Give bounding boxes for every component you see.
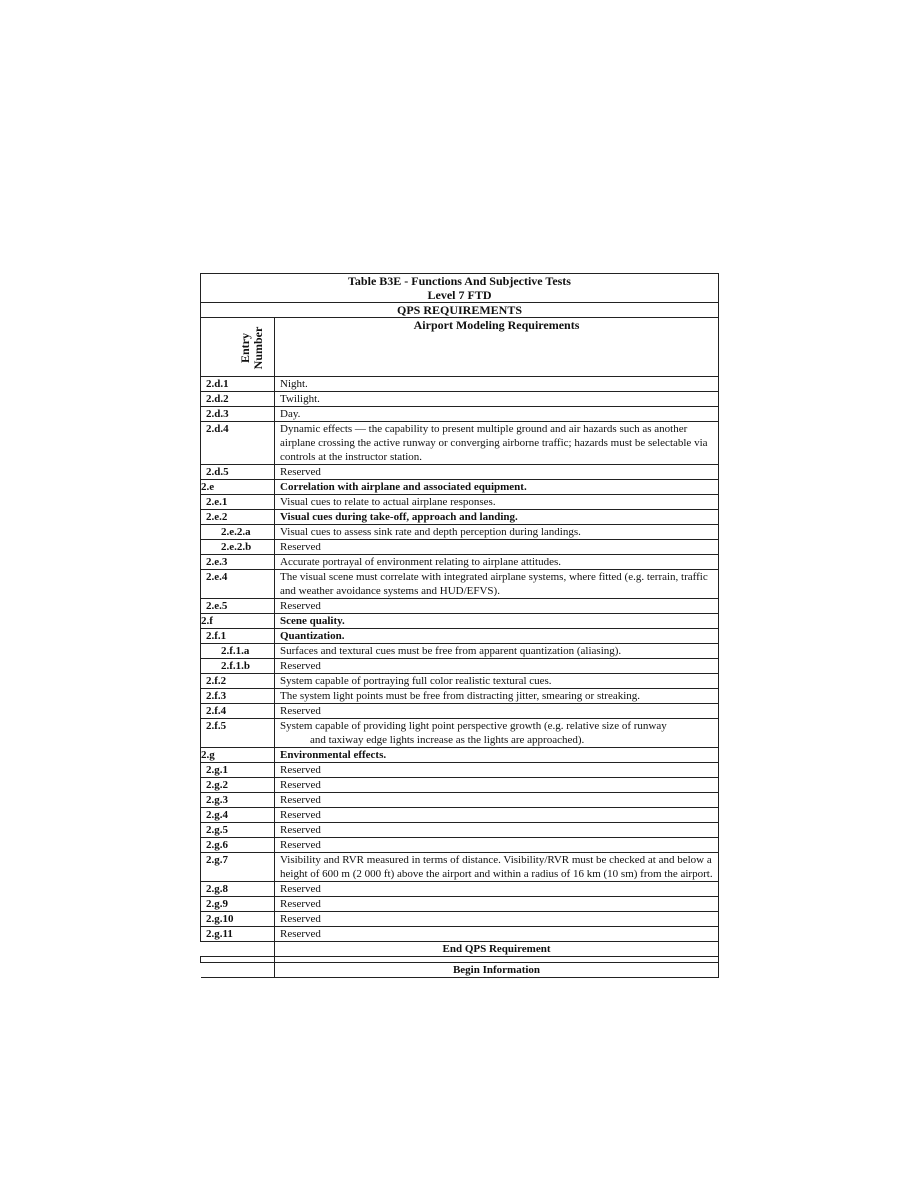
entry-number: 2.g.11 — [201, 927, 275, 942]
requirement-text: Reserved — [275, 659, 719, 674]
table-row — [201, 465, 719, 480]
table-row — [201, 704, 719, 719]
requirement-text — [275, 719, 719, 748]
end-qps-row — [201, 942, 719, 957]
table-row — [201, 689, 719, 704]
table-row — [201, 407, 719, 422]
blank-cell — [201, 942, 275, 957]
entry-number: 2.d.5 — [201, 465, 275, 480]
requirement-text: Reserved — [275, 704, 719, 719]
end-qps-label: End QPS Requirement — [275, 942, 719, 957]
requirement-text: Reserved — [275, 927, 719, 942]
entry-number: 2.g.1 — [201, 763, 275, 778]
table-row — [201, 377, 719, 392]
title-row — [201, 274, 719, 303]
table-row — [201, 882, 719, 897]
table-row — [201, 927, 719, 942]
requirement-text: Twilight. — [275, 392, 719, 407]
table-row — [201, 778, 719, 793]
table-row — [201, 748, 719, 763]
requirement-text: Reserved — [275, 838, 719, 853]
table-row — [201, 853, 719, 882]
entry-header-line1: Entry — [238, 333, 252, 363]
begin-info-row — [201, 963, 719, 978]
requirement-text-line2: and taxiway edge lights increase as the lights are approached). — [310, 734, 585, 746]
requirement-text: Reserved — [275, 808, 719, 823]
entry-number: 2.g — [201, 748, 275, 763]
table-row — [201, 570, 719, 599]
table-row — [201, 897, 719, 912]
requirement-text: Visual cues to relate to actual airplane responses. — [275, 495, 719, 510]
entry-number-header — [201, 318, 275, 377]
entry-header-line2: Number — [251, 326, 265, 370]
entry-number: 2.e.2.b — [201, 540, 275, 555]
table-row — [201, 555, 719, 570]
qps-header: QPS REQUIREMENTS — [201, 303, 719, 318]
requirement-text: Day. — [275, 407, 719, 422]
table-row — [201, 540, 719, 555]
entry-number: 2.d.4 — [201, 422, 275, 465]
requirement-text: Scene quality. — [275, 614, 719, 629]
entry-number: 2.f — [201, 614, 275, 629]
requirements-document — [200, 273, 718, 978]
requirement-text: Reserved — [275, 599, 719, 614]
entry-number: 2.d.3 — [201, 407, 275, 422]
entry-number: 2.e.4 — [201, 570, 275, 599]
entry-number: 2.e.2.a — [201, 525, 275, 540]
table-row — [201, 912, 719, 927]
table-row — [201, 838, 719, 853]
requirement-text-line1: System capable of providing light point perspective growth (e.g. relative size of runway — [280, 720, 667, 732]
requirement-text: Night. — [275, 377, 719, 392]
entry-number: 2.g.10 — [201, 912, 275, 927]
entry-number: 2.e.3 — [201, 555, 275, 570]
requirement-text: Reserved — [275, 793, 719, 808]
requirement-text: Reserved — [275, 897, 719, 912]
entry-number: 2.e.1 — [201, 495, 275, 510]
requirement-text: The system light points must be free from distracting jitter, smearing or streaking. — [275, 689, 719, 704]
entry-number: 2.d.1 — [201, 377, 275, 392]
requirement-text: Reserved — [275, 912, 719, 927]
requirement-text: Dynamic effects — the capability to present multiple ground and air hazards such as another airplane crossing the active runway or converging airborne traffic; hazards must be selectable via controls at the instructor station. — [275, 422, 719, 465]
entry-number: 2.f.4 — [201, 704, 275, 719]
requirements-table — [200, 273, 719, 978]
requirement-text: System capable of portraying full color realistic textural cues. — [275, 674, 719, 689]
entry-number: 2.g.9 — [201, 897, 275, 912]
entry-number: 2.g.6 — [201, 838, 275, 853]
entry-number: 2.g.7 — [201, 853, 275, 882]
table-row — [201, 719, 719, 748]
table-row — [201, 763, 719, 778]
entry-number: 2.e.5 — [201, 599, 275, 614]
table-row — [201, 808, 719, 823]
table-row — [201, 659, 719, 674]
entry-number: 2.f.2 — [201, 674, 275, 689]
entry-number: 2.d.2 — [201, 392, 275, 407]
table-row — [201, 510, 719, 525]
entry-number: 2.g.2 — [201, 778, 275, 793]
table-row — [201, 823, 719, 838]
entry-number: 2.f.3 — [201, 689, 275, 704]
requirement-text: Visual cues during take-off, approach and landing. — [275, 510, 719, 525]
table-row — [201, 674, 719, 689]
entry-number: 2.g.3 — [201, 793, 275, 808]
begin-info-label: Begin Information — [275, 963, 719, 978]
requirement-text: Reserved — [275, 882, 719, 897]
requirement-text: Reserved — [275, 778, 719, 793]
entry-number: 2.g.4 — [201, 808, 275, 823]
table-row — [201, 495, 719, 510]
table-row — [201, 392, 719, 407]
requirement-text: Visibility and RVR measured in terms of distance. Visibility/RVR must be checked at and below a height of 600 m (2 000 ft) above the airport and within a radius of 16 km (10 sm) from the airport. — [275, 853, 719, 882]
blank-cell — [201, 963, 275, 978]
table-row — [201, 422, 719, 465]
requirement-text: Environmental effects. — [275, 748, 719, 763]
table-row — [201, 793, 719, 808]
entry-number: 2.f.5 — [201, 719, 275, 748]
table-row — [201, 480, 719, 495]
table-row — [201, 614, 719, 629]
table-row — [201, 599, 719, 614]
requirement-text: Reserved — [275, 823, 719, 838]
table-title-line1: Table B3E - Functions And Subjective Tests — [348, 274, 571, 288]
requirement-text: Reserved — [275, 465, 719, 480]
requirement-text: Visual cues to assess sink rate and depth perception during landings. — [275, 525, 719, 540]
requirement-text: The visual scene must correlate with integrated airplane systems, where fitted (e.g. terrain, traffic and weather avoidance systems and HUD/EFVS). — [275, 570, 719, 599]
entry-number: 2.g.8 — [201, 882, 275, 897]
entry-number: 2.f.1 — [201, 629, 275, 644]
requirement-text: Quantization. — [275, 629, 719, 644]
requirement-text: Accurate portrayal of environment relating to airplane attitudes. — [275, 555, 719, 570]
table-row — [201, 525, 719, 540]
table-row — [201, 629, 719, 644]
requirement-text: Surfaces and textural cues must be free from apparent quantization (aliasing). — [275, 644, 719, 659]
table-title — [201, 274, 719, 303]
entry-number: 2.f.1.a — [201, 644, 275, 659]
entry-number: 2.e.2 — [201, 510, 275, 525]
entry-number: 2.g.5 — [201, 823, 275, 838]
table-title-line2: Level 7 FTD — [427, 288, 492, 302]
qps-header-row — [201, 303, 719, 318]
requirements-column-header: Airport Modeling Requirements — [275, 318, 719, 377]
requirement-text: Correlation with airplane and associated equipment. — [275, 480, 719, 495]
entry-number: 2.e — [201, 480, 275, 495]
column-header-row — [201, 318, 719, 377]
entry-number: 2.f.1.b — [201, 659, 275, 674]
requirement-text: Reserved — [275, 763, 719, 778]
requirement-text: Reserved — [275, 540, 719, 555]
table-row — [201, 644, 719, 659]
